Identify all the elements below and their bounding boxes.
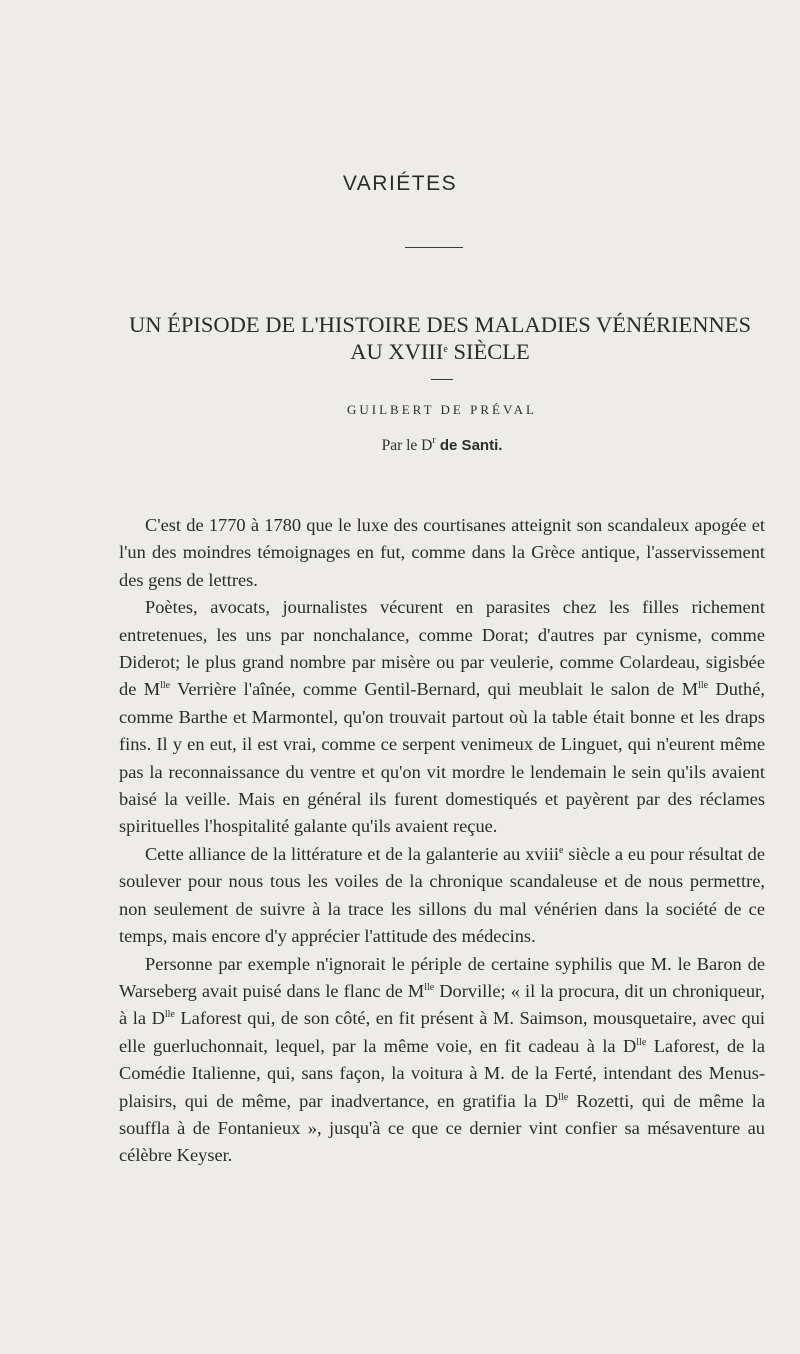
paragraph-2 (119, 594, 765, 841)
article-subject: GUILBERT DE PRÉVAL (347, 402, 537, 417)
heading-divider (405, 247, 463, 248)
byline-author: de Santi. (435, 437, 503, 454)
p4-sup-b: lle (164, 1009, 175, 1021)
article-body (119, 512, 765, 1170)
byline-prefix-sup: r (432, 435, 436, 446)
byline-prefix: Par le D (381, 437, 433, 454)
paragraph-1: C'est de 1770 à 1780 que le luxe des courtisanes atteignit son scandaleux apogée et l'un des moindres témoignages en fut, comme dans la Grèce antique, l'asservissement des gens de lettres. (119, 515, 765, 590)
title-line-1: UN ÉPISODE DE L'HISTOIRE DES MALADIES VÉNÉRIENNES (129, 312, 751, 337)
p4-text-e: Rozetti, qui de même la souffla à de Fontanieux », jusqu'à ce que ce dernier vint confier sa mésaventure au célèbre Keyser. (119, 1090, 765, 1166)
title-divider (431, 379, 453, 380)
paragraph-3 (119, 841, 765, 951)
p4-text-c: Laforest qui, de son côté, en fit présent à M. Saimson, mousquetaire, avec qui elle guerluchonnait, lequel, par la même voie, en fit cadeau à la D (119, 1008, 766, 1056)
p3-sup-a: e (558, 844, 564, 856)
p4-sup-d: lle (558, 1091, 569, 1103)
p2-sup-a: lle (160, 680, 171, 692)
title-siecle: SIÈCLE (447, 339, 530, 364)
p4-sup-c: lle (636, 1036, 647, 1048)
p2-sup-b: lle (698, 680, 709, 692)
p3-text-b: siècle a eu pour résultat de soulever pour nous tous les voiles de la chronique scandaleuse et de nous permettre, non seulement de suivre à la trace les sillons du mal vénérien dans la société de ce temps, mais encore d'y apprécier l'attitude des médecins. (119, 843, 765, 947)
p3-text-a: Cette alliance de la littérature et de la galanterie au xviii (145, 843, 559, 864)
title-century-sup: e (443, 344, 448, 355)
p2-text-c: Duthé, comme Barthe et Marmontel, qu'on trouvait partout où la table était bonne et les draps fins. Il y en eut, il est vrai, comme ce serpent venimeux de Linguet, qui n'eurent même pas la reconnaissance du ventre et qu'on vit mordre le lendemain le sein qu'ils avaient baisé la veille. Mais en général ils furent domestiqués et payèrent par des réclames spirituelles l'hospitalité galante qu'ils avaient reçue. (119, 679, 765, 837)
byline (0, 437, 800, 455)
paragraph-4 (119, 951, 765, 1170)
section-heading: VARIÉTES (342, 172, 458, 195)
title-century: AU XVIII (350, 339, 444, 364)
p4-text-d: Laforest, de la Comédie Italienne, qui, sans façon, la voitura à M. de la Ferté, intendant des Menus-plaisirs, qui de même, par inadvertance, en gratifia la D (119, 1035, 765, 1111)
title-line-2 (110, 338, 770, 365)
p2-text-b: Verrière l'aînée, comme Gentil-Bernard, qui meublait le salon de M (170, 679, 699, 700)
p4-text-a: Personne par exemple n'ignorait le périple de certaine syphilis que M. le Baron de Warseberg avait puisé dans le flanc de M (119, 953, 765, 1001)
article-title (110, 311, 770, 365)
p4-text-b: Dorville; « il la procura, dit un chroniqueur, à la D (119, 980, 765, 1029)
p4-sup-a: lle (424, 981, 435, 993)
p2-text-a: Poètes, avocats, journalistes vécurent en parasites chez les filles richement entretenues, les uns par nonchalance, comme Dorat; d'autres par cynisme, comme Diderot; le plus grand nombre par misère ou par veulerie, comme Colardeau, sigisbée de M (119, 597, 765, 700)
